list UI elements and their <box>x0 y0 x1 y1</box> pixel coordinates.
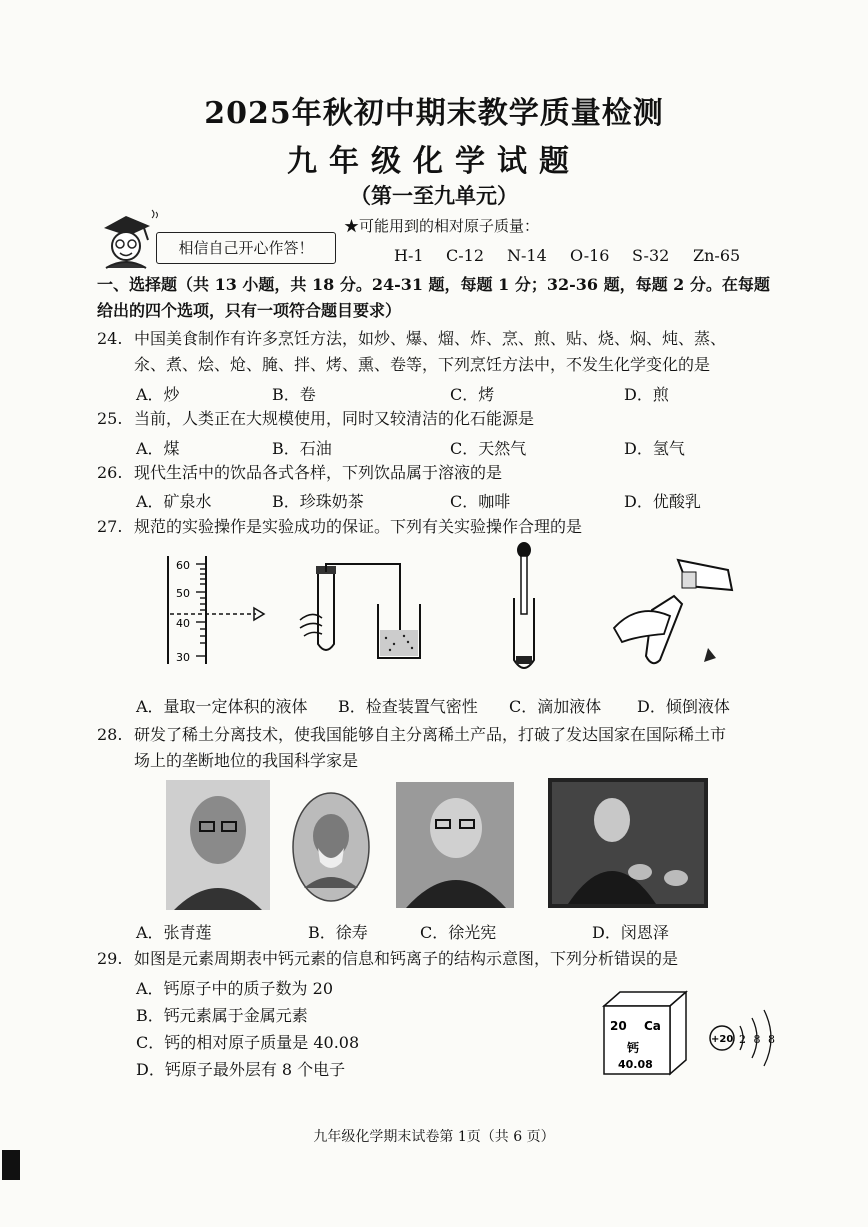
airtightness-apparatus-figure <box>296 560 428 666</box>
option-b[interactable]: B．检查装置气密性 <box>338 697 478 716</box>
cylinder-tick-label: 50 <box>176 587 190 600</box>
option-a[interactable]: A．煤 <box>136 439 180 458</box>
option-a[interactable]: A．张青莲 <box>136 923 212 942</box>
exam-title: 2025年秋初中期末教学质量检测 <box>204 96 664 131</box>
question-number: 26. <box>97 463 123 482</box>
option-d[interactable]: D．煎 <box>624 385 669 404</box>
option-b[interactable]: B．钙元素属于金属元素 <box>136 1006 308 1025</box>
mascot-speech-bubble: 相信自己开心作答！ <box>156 232 336 264</box>
option-b[interactable]: B．石油 <box>272 439 332 458</box>
question-text-line: 中国美食制作有许多烹饪方法，如炒、爆、熘、炸、烹、煎、贴、烧、焖、炖、蒸、 <box>134 329 727 348</box>
option-d[interactable]: D．优酸乳 <box>624 492 701 511</box>
portrait-photo-b <box>292 792 370 902</box>
question-text-line: 如图是元素周期表中钙元素的信息和钙离子的结构示意图，下列分析错误的是 <box>134 949 679 968</box>
cylinder-tick-label: 40 <box>176 617 190 630</box>
option-d[interactable]: D．氢气 <box>624 439 685 458</box>
portrait-photo-c <box>396 782 514 908</box>
atomic-mass-h: H-1 <box>394 246 424 265</box>
option-c[interactable]: C．烤 <box>450 385 495 404</box>
element-number: 20 <box>610 1019 627 1033</box>
cylinder-tick-label: 30 <box>176 651 190 664</box>
atomic-mass-c: C-12 <box>446 246 485 265</box>
question-number: 27. <box>97 517 123 536</box>
section-heading-line1: 一、选择题（共 13 小题，共 18 分。24-31 题，每题 1 分；32-36 题，每题 2 分。在每题 <box>97 275 770 294</box>
option-c[interactable]: C．钙的相对原子质量是 40.08 <box>136 1033 360 1052</box>
option-a[interactable]: A．矿泉水 <box>136 492 212 511</box>
atomic-mass-n: N-14 <box>507 246 547 265</box>
exam-scope: （第一至九单元） <box>350 183 518 208</box>
element-symbol: Ca <box>644 1019 661 1033</box>
atomic-mass-s: S-32 <box>632 246 670 265</box>
element-name: 钙 <box>627 1041 640 1055</box>
option-c[interactable]: C．徐光宪 <box>420 923 497 942</box>
atomic-mass-zn: Zn-65 <box>693 246 741 265</box>
question-number: 24. <box>97 329 123 348</box>
question-number: 29. <box>97 949 123 968</box>
scan-edge-mark <box>2 1150 20 1180</box>
option-a[interactable]: A．钙原子中的质子数为 20 <box>136 979 334 998</box>
atomic-mass-o: O-16 <box>570 246 610 265</box>
portrait-photo-d <box>548 778 708 908</box>
graduated-cylinder-figure <box>160 552 270 668</box>
option-a[interactable]: A．量取一定体积的液体 <box>136 697 308 716</box>
cylinder-tick-label: 60 <box>176 559 190 572</box>
option-c[interactable]: C．滴加液体 <box>509 697 602 716</box>
calcium-element-card <box>600 990 690 1076</box>
atomic-mass-label: ★可能用到的相对原子质量： <box>344 217 540 235</box>
ion-nucleus-charge: +20 <box>711 1034 734 1045</box>
option-c[interactable]: C．咖啡 <box>450 492 511 511</box>
page-footer: 九年级化学期末试卷第 1页（共 6 页） <box>313 1129 555 1145</box>
option-c[interactable]: C．天然气 <box>450 439 527 458</box>
question-text-line: 现代生活中的饮品各式各样，下列饮品属于溶液的是 <box>134 463 503 482</box>
element-mass: 40.08 <box>618 1058 653 1071</box>
option-a[interactable]: A．炒 <box>136 385 180 404</box>
exam-subtitle: 九年级化学试题 <box>287 144 581 179</box>
option-b[interactable]: B．卷 <box>272 385 316 404</box>
question-number: 28. <box>97 725 123 744</box>
section-heading-line2: 给出的四个选项，只有一项符合题目要求） <box>97 301 402 320</box>
question-text-line: 规范的实验操作是实验成功的保证。下列有关实验操作合理的是 <box>134 517 583 536</box>
question-text-line: 场上的垄断地位的我国科学家是 <box>134 751 359 770</box>
question-text-line: 当前，人类正在大规模使用，同时又较清洁的化石能源是 <box>134 409 535 428</box>
option-b[interactable]: B．珍珠奶茶 <box>272 492 364 511</box>
student-mascot-icon <box>96 206 162 270</box>
option-d[interactable]: D．闵恩泽 <box>592 923 669 942</box>
pouring-liquid-figure <box>608 550 746 676</box>
question-text-line: 氽、煮、烩、炝、腌、拌、烤、熏、卷等，下列烹饪方法中，不发生化学变化的是 <box>134 355 711 374</box>
option-d[interactable]: D．倾倒液体 <box>637 697 730 716</box>
dropper-test-tube-figure <box>500 540 548 680</box>
ion-shell-electrons: 2 8 8 <box>739 1033 777 1046</box>
question-number: 25. <box>97 409 123 428</box>
portrait-photo-a <box>166 780 270 910</box>
option-b[interactable]: B．徐寿 <box>308 923 368 942</box>
question-text-line: 研发了稀土分离技术，使我国能够自主分离稀土产品，打破了发达国家在国际稀土市 <box>134 725 727 744</box>
calcium-ion-structure-diagram <box>706 998 780 1078</box>
option-d[interactable]: D．钙原子最外层有 8 个电子 <box>136 1060 346 1079</box>
